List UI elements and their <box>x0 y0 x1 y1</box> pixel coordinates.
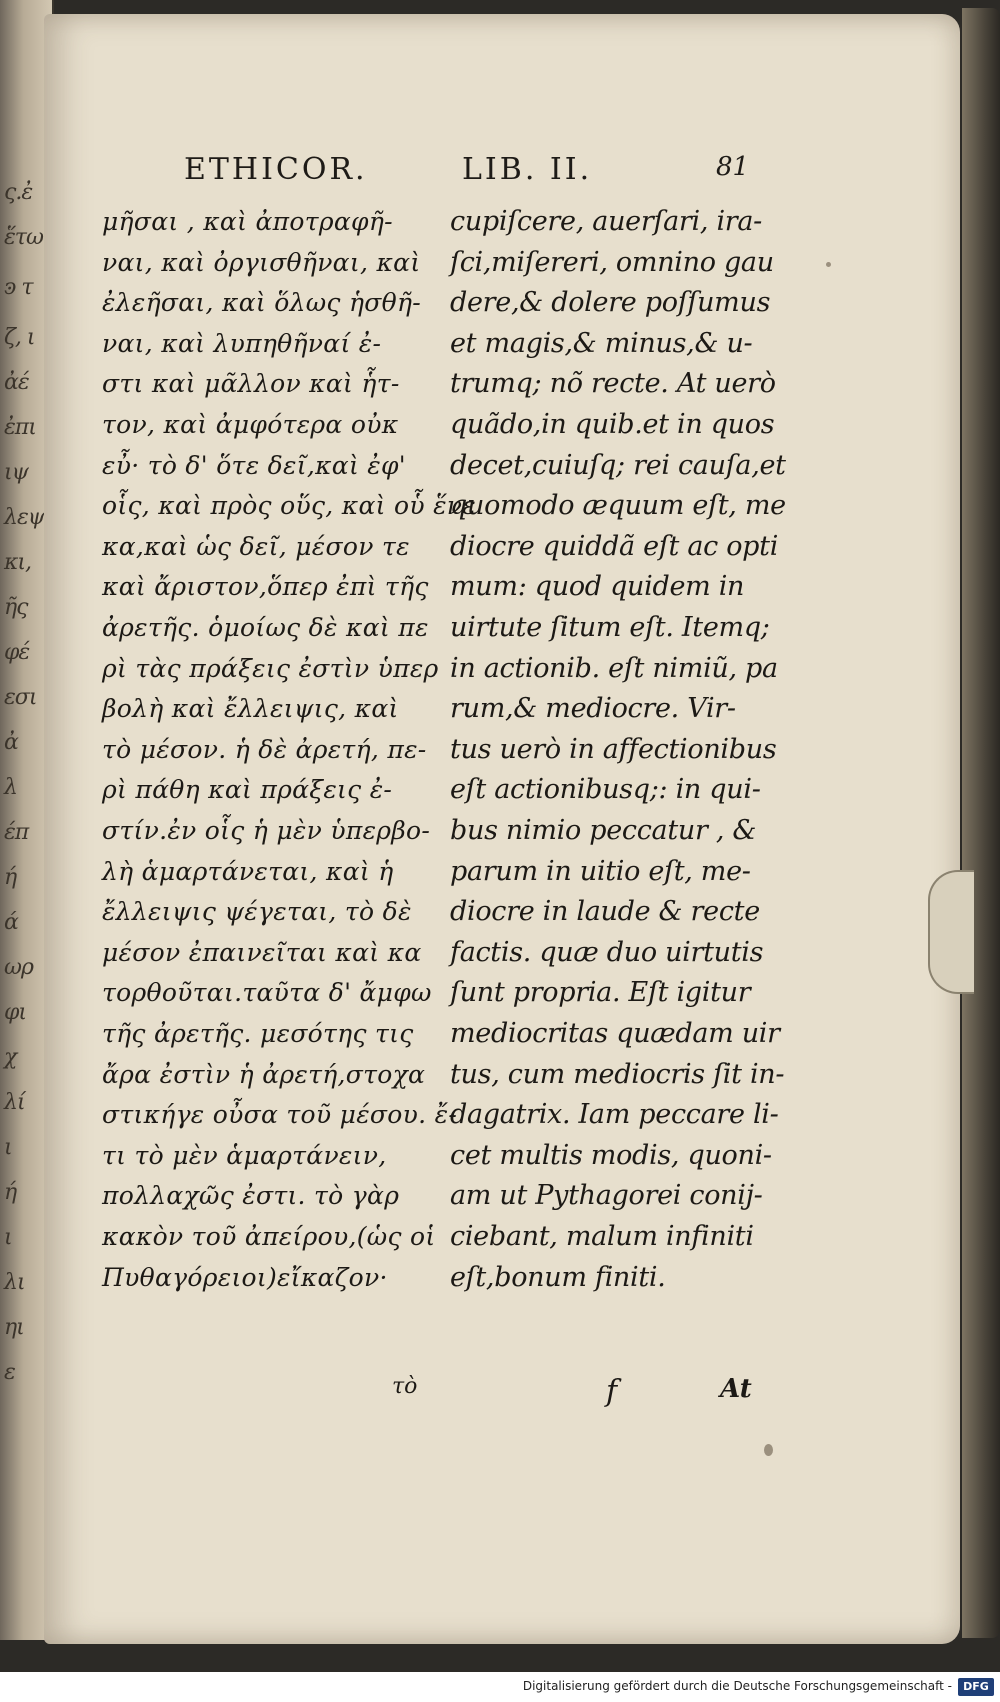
greek-text-line: μῆσαι , καὶ ἀποτραφῆ- <box>102 207 393 236</box>
header-title: ETHICOR. <box>184 152 368 187</box>
latin-text-line: uirtute ſitum eſt. Itemq; <box>450 612 770 643</box>
latin-text-line: mediocritas quædam uir <box>450 1018 780 1049</box>
greek-text-line: οἷς, καὶ πρὸς οὕς, καὶ οὗ ἕνε <box>102 491 476 521</box>
latin-text-line: ſci,miſereri, omnino gau <box>450 246 774 278</box>
latin-text-line: dagatrix. Iam peccare li- <box>450 1099 779 1131</box>
latin-text-line: decet,cuiuſq; rei cauſa,et <box>450 449 786 481</box>
greek-text-line: ἀρετῆς. ὁμοίως δὲ καὶ πε <box>102 613 429 642</box>
latin-text-line: in actionib. eſt nimiũ, pa <box>450 652 778 684</box>
latin-text-line: rum,& mediocre. Vir- <box>450 693 736 725</box>
greek-text-line: κα,καὶ ὡς δεῖ, μέσον τε <box>102 531 410 561</box>
greek-text-line: τῆς ἀρετῆς. μεσότης τις <box>102 1019 414 1048</box>
latin-text-line: quomodo æquum eſt, me <box>450 490 786 522</box>
book-page <box>44 14 960 1644</box>
greek-text-line: καὶ ἄριστον,ὅπερ ἐπὶ τῆς <box>102 572 429 602</box>
ink-spot <box>826 262 831 267</box>
greek-text-line: τον, καὶ ἀμφότερα οὐκ <box>102 410 399 439</box>
latin-text-line: et magis,& minus,& u- <box>450 327 753 359</box>
folio-number: 81 <box>716 152 750 182</box>
greek-text-line: τι τὸ μὲν ἁμαρτάνειν, <box>102 1140 387 1170</box>
greek-text-line: ναι, καὶ ὀργισθῆναι, καὶ <box>102 247 421 277</box>
latin-text-line: ſunt propria. Eſt igitur <box>450 977 751 1009</box>
latin-text-line: factis. quæ duo uirtutis <box>450 936 764 968</box>
greek-text-line: στίν.ἐν οἷς ἡ μὲν ὑπερβο- <box>102 816 431 845</box>
greek-text-line: ναι, καὶ λυπηθῆναί ἐ- <box>102 328 382 358</box>
running-header <box>184 152 784 192</box>
dfg-logo: DFG <box>958 1678 994 1696</box>
latin-text-line: dere,& dolere poſſumus <box>450 287 771 319</box>
greek-text-line: λὴ ἁμαρτάνεται, καὶ ἡ <box>102 856 394 886</box>
greek-text-line: κακὸν τοῦ ἀπείρου,(ὡς οἱ <box>102 1222 436 1251</box>
facing-page-edge: ς.ἐ ἕτω ͽ τ ζ, ι ἀέ ἐπι ιψ λεψ κι, ῆς φέ εσι ἀ λ έπ ή ά ωρ φι χ λί ι ή ι λι ηι ε <box>0 0 54 1640</box>
greek-text-line: ἔλλειψις ψέγεται, τὸ δὲ <box>102 897 412 927</box>
latin-text-line: eſt actionibusq;: in qui- <box>450 774 761 806</box>
latin-text-line: tus uerò in affectionibus <box>450 733 777 765</box>
greek-text-line: στικήγε οὖσα τοῦ μέσου. ἔ- <box>102 1100 458 1130</box>
greek-text-line: ἐλεῆσαι, καὶ ὅλως ἡσθῆ- <box>102 288 421 318</box>
latin-text-line: mum: quod quidem in <box>450 571 745 603</box>
bookmark-tab <box>928 870 974 994</box>
latin-text-line: quãdo,in quib.et in quos <box>450 409 775 440</box>
greek-text-line: Πυθαγόρειοι)εἴκαζον· <box>102 1262 388 1292</box>
greek-text-line: ρὶ πάθη καὶ πράξεις ἐ- <box>102 775 393 805</box>
latin-text-line: cet multis modis, quoni- <box>450 1139 772 1171</box>
latin-text-line: cupiſcere, auerſari, ira- <box>450 206 763 237</box>
footer-bar <box>0 1672 1000 1702</box>
latin-text-line: diocre quiddã eſt ac opti <box>450 530 779 562</box>
latin-text-line: eſt,bonum finiti. <box>450 1261 666 1293</box>
book-fore-edge <box>962 8 1000 1638</box>
latin-text-line: am ut Pythagorei conij- <box>450 1180 763 1212</box>
header-book-number: LIB. II. <box>462 152 593 187</box>
ink-spot <box>764 1444 773 1456</box>
latin-text-line: bus nimio peccatur , & <box>450 815 757 846</box>
latin-catchword: At <box>720 1374 752 1404</box>
funding-credit: Digitalisierung gefördert durch die Deutsche Forschungsgemeinschaft - <box>522 1679 952 1693</box>
signature-mark: f <box>606 1374 618 1409</box>
greek-text-line: εὖ· τὸ δ' ὅτε δεῖ,καὶ ἐφ' <box>102 450 406 480</box>
latin-text-line: diocre in laude & recte <box>450 896 760 928</box>
latin-text-line: ciebant, malum infiniti <box>450 1221 754 1252</box>
latin-text-line: tus, cum mediocris ſit in- <box>450 1058 785 1090</box>
greek-text-line: πολλαχῶς ἐστι. τὸ γὰρ <box>102 1181 400 1211</box>
latin-text-line: trumq; nõ recte. At uerò <box>450 368 776 400</box>
greek-text-line: τὸ μέσον. ἡ δὲ ἀρετή, πε- <box>102 734 427 764</box>
greek-text-line: τορθοῦται.ταῦτα δ' ἄμφω <box>102 978 432 1008</box>
greek-text-line: μέσον ἐπαινεῖται καὶ κα <box>102 937 422 967</box>
greek-text-line: ἄρα ἐστὶν ἡ ἀρετή,στοχα <box>102 1059 426 1089</box>
latin-text-line: parum in uitio eſt, me- <box>450 855 751 887</box>
greek-catchword: τὸ <box>392 1374 418 1399</box>
greek-text-line: στι καὶ μᾶλλον καὶ ἧτ- <box>102 369 400 399</box>
greek-text-line: βολὴ καὶ ἔλλειψις, καὶ <box>102 694 399 724</box>
greek-text-line: ρὶ τὰς πράξεις ἐστὶν ὑπερ <box>102 653 439 683</box>
